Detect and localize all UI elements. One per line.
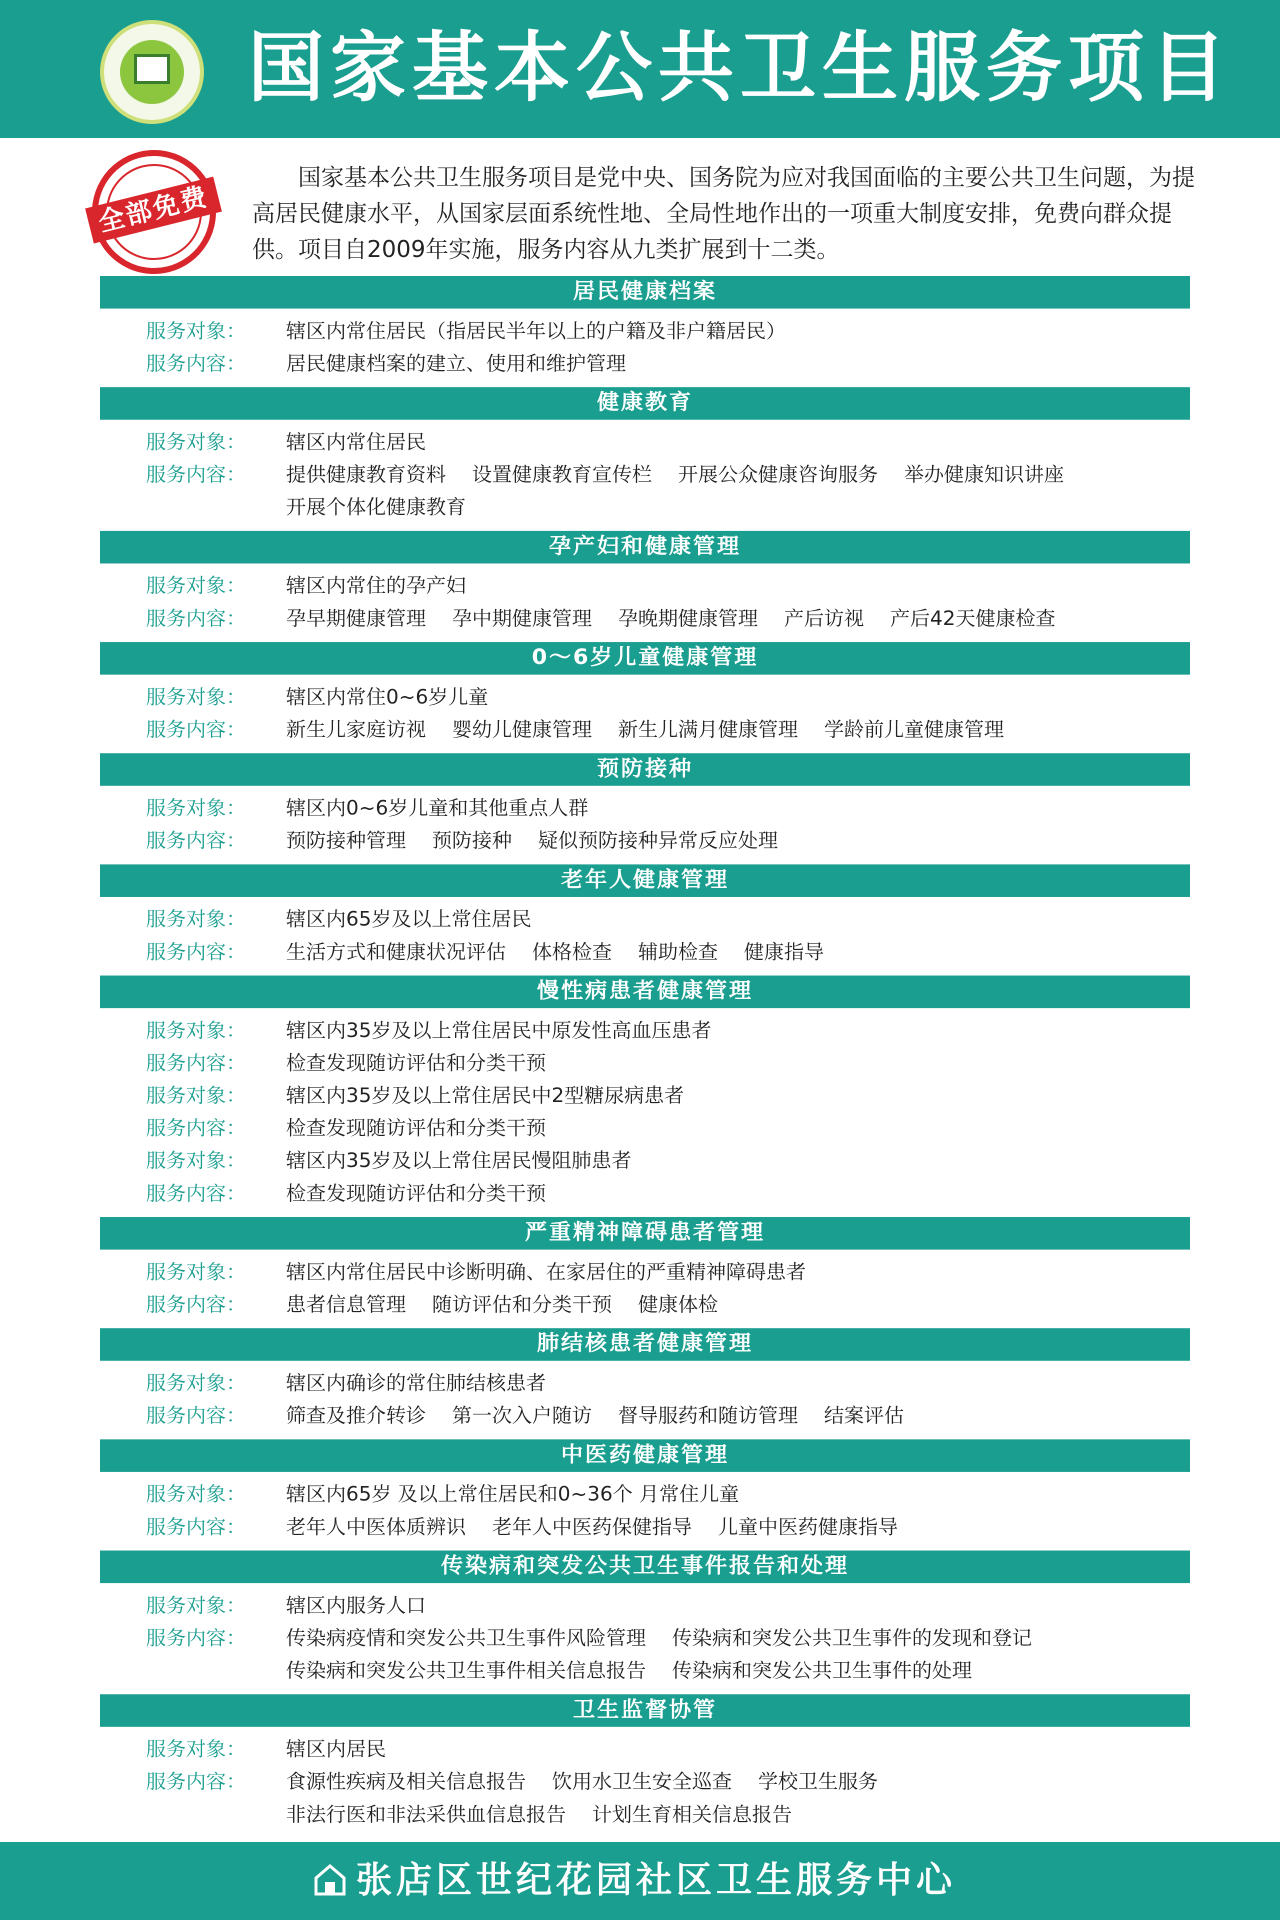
service-content-label: 服务内容： xyxy=(146,940,246,964)
service-section xyxy=(100,1694,1190,1838)
section-body xyxy=(100,1583,1190,1694)
row-value xyxy=(286,935,850,968)
service-item: 辖区内35岁及以上常住居民慢阻肺患者 xyxy=(286,1148,632,1172)
service-content-row xyxy=(100,1112,1190,1145)
service-item: 第一次入户随访 xyxy=(452,1403,592,1427)
service-target-label: 服务对象： xyxy=(146,574,246,598)
service-content-label: 服务内容： xyxy=(146,1515,246,1539)
service-item: 检查发现随访评估和分类干预 xyxy=(286,1051,546,1075)
service-item: 婴幼儿健康管理 xyxy=(452,717,592,741)
service-item: 疑似预防接种异常反应处理 xyxy=(538,828,778,852)
row-value xyxy=(286,1177,572,1210)
service-item: 开展个体化健康教育 xyxy=(286,495,466,519)
service-target-label: 服务对象： xyxy=(146,907,246,931)
service-content-label: 服务内容： xyxy=(146,1181,246,1205)
service-item: 辖区内常住居民 xyxy=(286,430,426,454)
section-body xyxy=(100,786,1190,865)
service-item: 随访评估和分类干预 xyxy=(432,1292,612,1316)
health-service-logo xyxy=(100,20,204,124)
service-target-row xyxy=(100,1478,1190,1511)
row-value xyxy=(286,569,492,602)
service-item: 辖区内常住的孕产妇 xyxy=(286,574,466,598)
service-item: 督导服药和随访管理 xyxy=(618,1403,798,1427)
service-content-row xyxy=(100,1765,1190,1830)
service-content-row xyxy=(100,1288,1190,1321)
service-content-label: 服务内容： xyxy=(146,828,246,852)
row-value xyxy=(286,1144,657,1177)
service-item: 传染病疫情和突发公共卫生事件风险管理 xyxy=(286,1626,646,1650)
service-content-label: 服务内容： xyxy=(146,1626,246,1650)
service-target-row xyxy=(100,1733,1190,1766)
service-item: 辖区内0~6岁儿童和其他重点人群 xyxy=(286,796,589,820)
service-item: 体格检查 xyxy=(532,940,612,964)
section-body xyxy=(100,563,1190,642)
row-value xyxy=(286,1765,1186,1830)
section-title: 居民健康档案 xyxy=(100,276,1190,309)
service-content-row xyxy=(100,458,1190,523)
service-item: 辖区内35岁及以上常住居民中原发性高血压患者 xyxy=(286,1018,712,1042)
service-item: 患者信息管理 xyxy=(286,1292,406,1316)
row-value xyxy=(286,1255,832,1288)
service-target-row xyxy=(100,1255,1190,1288)
service-target-label: 服务对象： xyxy=(146,319,246,343)
service-content-label: 服务内容： xyxy=(146,351,246,375)
service-item: 辅助检查 xyxy=(638,940,718,964)
service-content-label: 服务内容： xyxy=(146,1116,246,1140)
service-target-label: 服务对象： xyxy=(146,1083,246,1107)
service-item: 老年人中医体质辨识 xyxy=(286,1515,466,1539)
service-content-row xyxy=(100,1510,1190,1543)
service-section xyxy=(100,1439,1190,1550)
section-body xyxy=(100,1472,1190,1551)
row-value xyxy=(286,1399,930,1432)
service-target-row xyxy=(100,1014,1190,1047)
service-item: 开展公众健康咨询服务 xyxy=(678,462,878,486)
section-title: 预防接种 xyxy=(100,753,1190,786)
section-body xyxy=(100,1008,1190,1217)
section-body xyxy=(100,1250,1190,1329)
service-content-label: 服务内容： xyxy=(146,1769,246,1793)
service-content-label: 服务内容： xyxy=(146,1403,246,1427)
row-value xyxy=(286,713,1030,746)
row-value xyxy=(286,1014,737,1047)
service-item: 预防接种 xyxy=(432,828,512,852)
service-target-label: 服务对象： xyxy=(146,1593,246,1617)
section-title: 健康教育 xyxy=(100,387,1190,420)
free-stamp xyxy=(79,137,229,287)
service-section xyxy=(100,642,1190,753)
house-icon xyxy=(134,54,170,84)
header-banner xyxy=(0,0,1280,138)
service-item: 传染病和突发公共卫生事件相关信息报告 xyxy=(286,1658,646,1682)
row-value xyxy=(286,1367,572,1400)
service-item: 预防接种管理 xyxy=(286,828,406,852)
row-value xyxy=(286,602,1081,635)
service-content-row xyxy=(100,1399,1190,1432)
section-body xyxy=(100,675,1190,754)
service-item: 辖区内常住0~6岁儿童 xyxy=(286,685,489,709)
service-item: 新生儿满月健康管理 xyxy=(618,717,798,741)
service-content-row xyxy=(100,824,1190,857)
service-item: 健康体检 xyxy=(638,1292,718,1316)
section-title: 老年人健康管理 xyxy=(100,864,1190,897)
section-body xyxy=(100,1361,1190,1440)
service-item: 老年人中医药保健指导 xyxy=(492,1515,692,1539)
row-value xyxy=(286,1510,924,1543)
row-value xyxy=(286,1733,412,1766)
section-title: 中医药健康管理 xyxy=(100,1439,1190,1472)
service-item: 孕晚期健康管理 xyxy=(618,606,758,630)
page-title: 国家基本公共卫生服务项目 xyxy=(248,23,1232,112)
service-item: 辖区内服务人口 xyxy=(286,1593,426,1617)
service-target-row xyxy=(100,1079,1190,1112)
service-target-row xyxy=(100,792,1190,825)
service-target-row xyxy=(100,1144,1190,1177)
row-value xyxy=(286,1478,765,1511)
service-item: 非法行医和非法采供血信息报告 xyxy=(286,1802,566,1826)
service-item: 辖区内居民 xyxy=(286,1737,386,1761)
service-content-label: 服务内容： xyxy=(146,717,246,741)
row-value xyxy=(286,792,614,825)
intro-paragraph: 国家基本公共卫生服务项目是党中央、国务院为应对我国面临的主要公共卫生问题，为提高居民健康水平，从国家层面系统性地、全局性地作出的一项重大制度安排，免费向群众提供。项目自2009年实施，服务内容从九类扩展到十二类。 xyxy=(252,165,1195,263)
service-item: 辖区内65岁 及以上常住居民和0~36个 月常住儿童 xyxy=(286,1482,740,1506)
service-target-label: 服务对象： xyxy=(146,430,246,454)
service-target-row xyxy=(100,314,1190,347)
service-sections xyxy=(100,276,1190,1838)
row-value xyxy=(286,458,1186,523)
service-section xyxy=(100,531,1190,642)
service-content-row xyxy=(100,1046,1190,1079)
section-body xyxy=(100,897,1190,976)
service-section xyxy=(100,976,1190,1217)
service-section xyxy=(100,276,1190,387)
service-content-label: 服务内容： xyxy=(146,1051,246,1075)
row-value xyxy=(286,824,804,857)
service-content-row xyxy=(100,602,1190,635)
service-content-row xyxy=(100,713,1190,746)
organization-name: 张店区世纪花园社区卫生服务中心 xyxy=(356,1860,957,1901)
section-body xyxy=(100,1727,1190,1838)
service-item: 检查发现随访评估和分类干预 xyxy=(286,1116,546,1140)
service-content-label: 服务内容： xyxy=(146,606,246,630)
section-title: 卫生监督协管 xyxy=(100,1694,1190,1727)
service-item: 孕早期健康管理 xyxy=(286,606,426,630)
service-target-row xyxy=(100,1589,1190,1622)
service-section xyxy=(100,1217,1190,1328)
service-item: 食源性疾病及相关信息报告 xyxy=(286,1769,526,1793)
service-item: 生活方式和健康状况评估 xyxy=(286,940,506,964)
section-body xyxy=(100,309,1190,388)
service-target-label: 服务对象： xyxy=(146,1482,246,1506)
service-item: 辖区内确诊的常住肺结核患者 xyxy=(286,1371,546,1395)
service-target-label: 服务对象： xyxy=(146,1371,246,1395)
service-item: 提供健康教育资料 xyxy=(286,462,446,486)
service-item: 居民健康档案的建立、使用和维护管理 xyxy=(286,351,626,375)
community-center-icon xyxy=(312,1862,348,1898)
service-item: 健康指导 xyxy=(744,940,824,964)
service-target-label: 服务对象： xyxy=(146,1148,246,1172)
service-item: 学校卫生服务 xyxy=(758,1769,878,1793)
service-content-label: 服务内容： xyxy=(146,462,246,486)
service-item: 产后42天健康检查 xyxy=(890,606,1056,630)
service-item: 检查发现随访评估和分类干预 xyxy=(286,1181,546,1205)
service-item: 辖区内常住居民中诊断明确、在家居住的严重精神障碍患者 xyxy=(286,1260,806,1284)
service-target-row xyxy=(100,680,1190,713)
row-value xyxy=(286,425,452,458)
service-content-row xyxy=(100,935,1190,968)
service-item: 传染病和突发公共卫生事件的处理 xyxy=(672,1658,972,1682)
row-value xyxy=(286,1046,572,1079)
row-value xyxy=(286,1621,1186,1686)
row-value xyxy=(286,1079,710,1112)
service-content-row xyxy=(100,347,1190,380)
service-item: 饮用水卫生安全巡查 xyxy=(552,1769,732,1793)
service-target-label: 服务对象： xyxy=(146,796,246,820)
section-title: 传染病和突发公共卫生事件报告和处理 xyxy=(100,1551,1190,1584)
service-section xyxy=(100,1328,1190,1439)
service-target-label: 服务对象： xyxy=(146,685,246,709)
section-title: 0～6岁儿童健康管理 xyxy=(100,642,1190,675)
service-section xyxy=(100,387,1190,531)
service-target-label: 服务对象： xyxy=(146,1018,246,1042)
row-value xyxy=(286,680,514,713)
footer-banner xyxy=(0,1842,1280,1920)
section-title: 慢性病患者健康管理 xyxy=(100,976,1190,1009)
row-value xyxy=(286,1589,452,1622)
service-target-row xyxy=(100,425,1190,458)
service-item: 学龄前儿童健康管理 xyxy=(824,717,1004,741)
service-target-row xyxy=(100,903,1190,936)
service-section xyxy=(100,864,1190,975)
row-value xyxy=(286,1112,572,1145)
service-item: 结案评估 xyxy=(824,1403,904,1427)
row-value xyxy=(286,347,652,380)
row-value xyxy=(286,903,557,936)
service-item: 辖区内35岁及以上常住居民中2型糖尿病患者 xyxy=(286,1083,685,1107)
service-item: 辖区内65岁及以上常住居民 xyxy=(286,907,532,931)
service-target-label: 服务对象： xyxy=(146,1260,246,1284)
service-item: 辖区内常住居民（指居民半年以上的户籍及非户籍居民） xyxy=(286,319,786,343)
service-item: 新生儿家庭访视 xyxy=(286,717,426,741)
service-section xyxy=(100,1551,1190,1695)
row-value xyxy=(286,1288,744,1321)
section-title: 肺结核患者健康管理 xyxy=(100,1328,1190,1361)
section-title: 严重精神障碍患者管理 xyxy=(100,1217,1190,1250)
service-target-label: 服务对象： xyxy=(146,1737,246,1761)
service-item: 筛查及推介转诊 xyxy=(286,1403,426,1427)
service-item: 举办健康知识讲座 xyxy=(904,462,1064,486)
service-item: 孕中期健康管理 xyxy=(452,606,592,630)
service-item: 传染病和突发公共卫生事件的发现和登记 xyxy=(672,1626,1032,1650)
row-value xyxy=(286,314,812,347)
service-content-row xyxy=(100,1177,1190,1210)
service-item: 产后访视 xyxy=(784,606,864,630)
service-item: 设置健康教育宣传栏 xyxy=(472,462,652,486)
service-section xyxy=(100,753,1190,864)
service-content-row xyxy=(100,1621,1190,1686)
stamp-text: 全部免费 xyxy=(85,177,222,244)
service-content-label: 服务内容： xyxy=(146,1292,246,1316)
section-title: 孕产妇和健康管理 xyxy=(100,531,1190,564)
service-target-row xyxy=(100,1367,1190,1400)
section-body xyxy=(100,420,1190,531)
service-target-row xyxy=(100,569,1190,602)
service-item: 儿童中医药健康指导 xyxy=(718,1515,898,1539)
service-item: 计划生育相关信息报告 xyxy=(592,1802,792,1826)
